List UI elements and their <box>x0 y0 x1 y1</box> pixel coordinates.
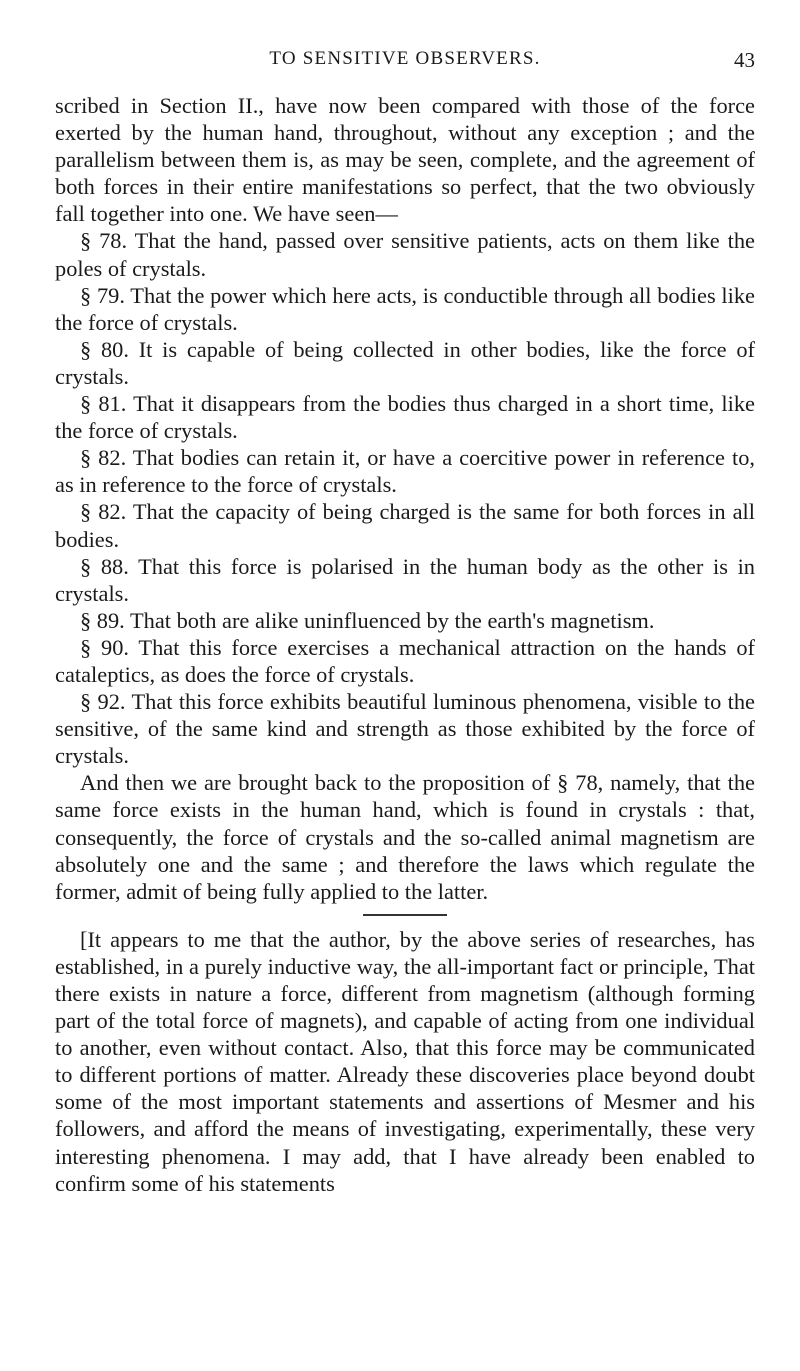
page-header <box>55 48 755 78</box>
running-head: TO SENSITIVE OBSERVERS. <box>269 48 541 69</box>
page-body <box>55 92 755 1197</box>
paragraph-section-78: § 78. That the hand, passed over sensitive patients, acts on them like the poles of crystals. <box>55 228 755 281</box>
editor-note: [It appears to me that the author, by the above series of researches, has established, in a purely inductive way, the all-important fact or principle, That there exists in nature a force, different from magnetism (although forming part of the total force of magnets), and capable of acting from one individual to another, even without contact. Also, that this force may be communicated to different portions of matter. Already these discoveries place beyond doubt some of the most important statements and assertions of Mesmer and his followers, and afford the means of investigating, experimentally, these very interesting phenomena. I may add, that I have already been enabled to confirm some of his statements <box>55 926 755 1196</box>
paragraph-section-80: § 80. It is capable of being collected in other bodies, like the force of crystals. <box>55 336 755 389</box>
paragraph-section-90: § 90. That this force exercises a mechanical attraction on the hands of cataleptics, as does the force of crystals. <box>55 634 755 687</box>
paragraph-section-89: § 89. That both are alike uninfluenced by the earth's magnetism. <box>80 607 655 633</box>
page-number: 43 <box>734 48 755 72</box>
paragraph-conclusion: And then we are brought back to the proposition of § 78, namely, that the same force exists in the human hand, which is found in crystals : that, consequently, the force of crystals and the so-called animal magnetism are absolutely one and the same ; and therefore the laws which regulate the former, admit of being fully applied to the latter. <box>55 770 755 904</box>
paragraph-section-82b: § 82. That the capacity of being charged is the same for both forces in all bodies. <box>55 499 755 552</box>
paragraph-section-88: § 88. That this force is polarised in the human body as the other is in crystals. <box>55 553 755 606</box>
paragraph-section-82a: § 82. That bodies can retain it, or have a coercitive power in reference to, as in reference to the force of crystals. <box>55 445 755 498</box>
paragraph-continuation: scribed in Section II., have now been compared with those of the force exerted by the human hand, throughout, without any exception ; and the parallelism between them is, as may be seen, complete, and the agreement of both forces in their entire manifestations so perfect, that the two obviously fall together into one. We have seen— <box>55 93 755 227</box>
paragraph-section-92: § 92. That this force exhibits beautiful luminous phenomena, visible to the sensitive, of the same kind and strength as those exhibited by the force of crystals. <box>55 689 755 769</box>
paragraph-section-79: § 79. That the power which here acts, is conductible through all bodies like the force of crystals. <box>55 282 755 335</box>
section-divider <box>363 914 447 916</box>
paragraph-section-81: § 81. That it disappears from the bodies thus charged in a short time, like the force of crystals. <box>55 391 755 444</box>
